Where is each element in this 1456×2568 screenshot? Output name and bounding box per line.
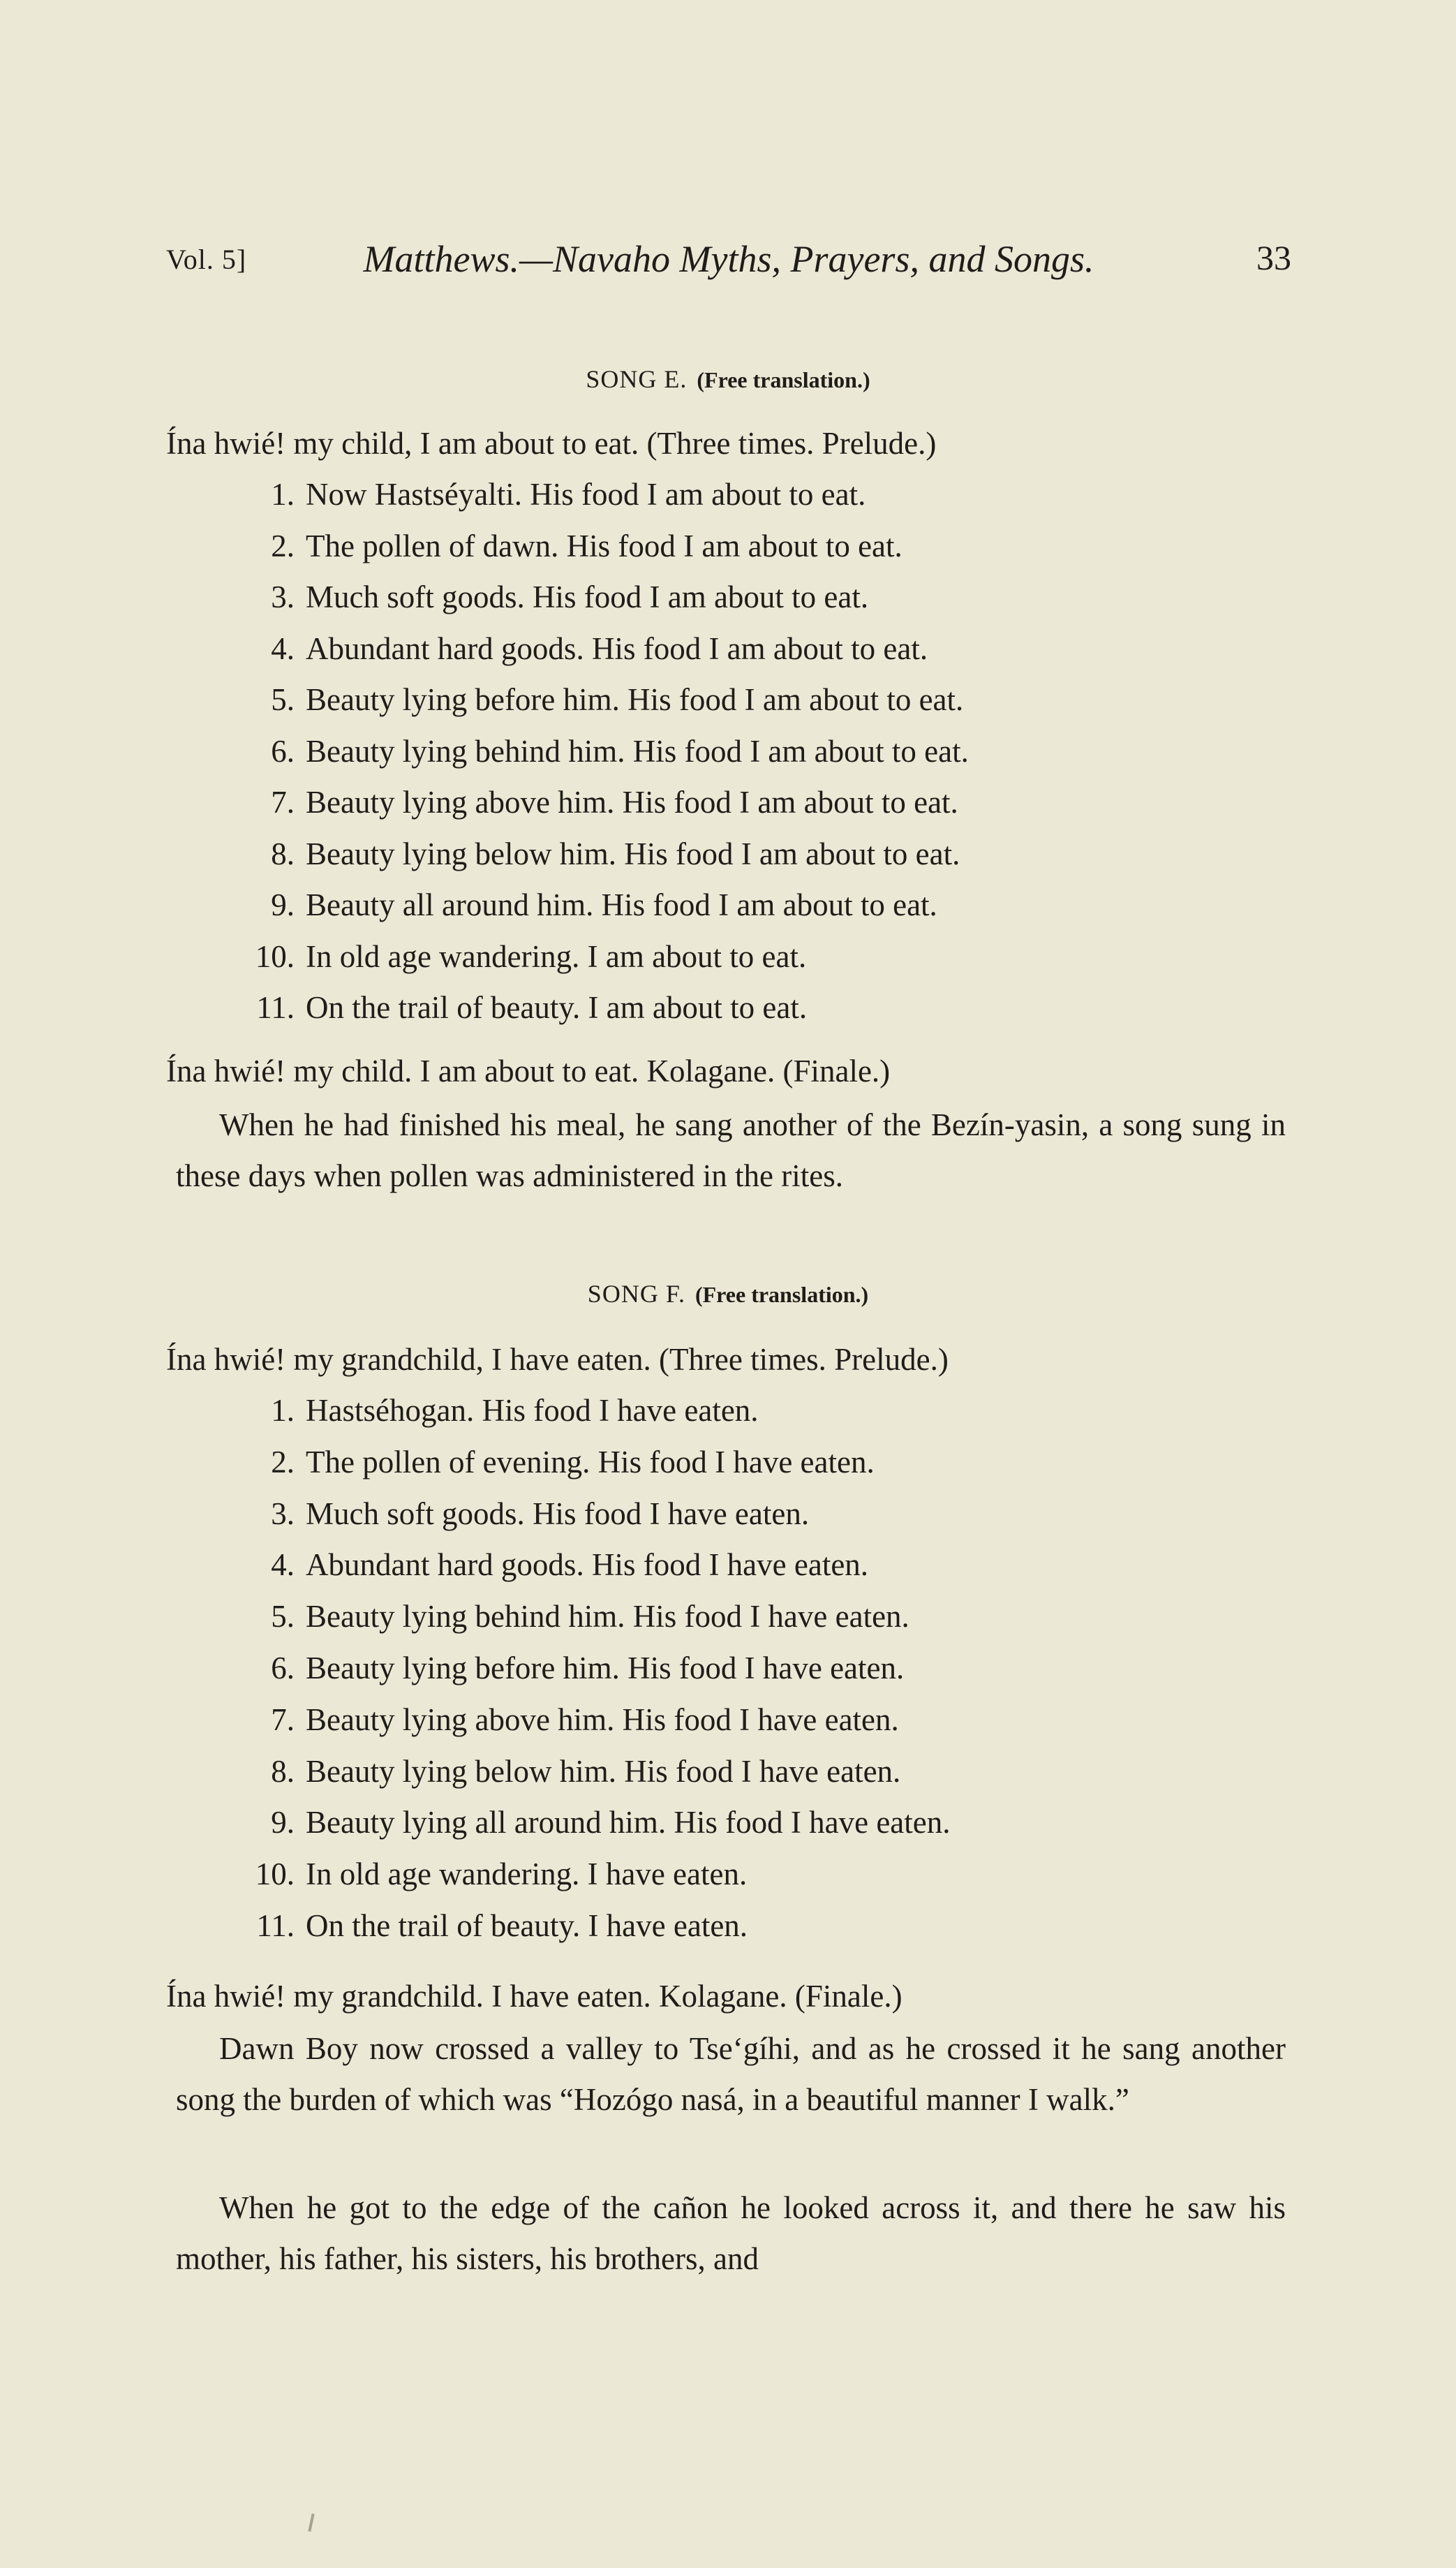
- verse-number: 3.: [271, 580, 295, 614]
- song-e-heading: [0, 364, 1456, 394]
- verse-line: Much soft goods. His food I have eaten.: [306, 1496, 810, 1531]
- verse-line: The pollen of dawn. His food I am about to eat.: [306, 528, 902, 563]
- verse-number: 4.: [271, 630, 295, 666]
- verse-line: Beauty lying before him. His food I am about to eat.: [306, 682, 964, 717]
- verse-number: 8.: [271, 1753, 295, 1789]
- verse-number: 7.: [271, 1702, 295, 1737]
- verse-number: 5.: [271, 1599, 295, 1634]
- verse-line: Beauty lying behind him. His food I am about to eat.: [306, 733, 969, 769]
- verse-number: 1.: [271, 1393, 295, 1428]
- song-f-finale: Ína hwié! my grandchild. I have eaten. Kolagane. (Finale.): [166, 1979, 902, 2014]
- verse-line: Hastséhogan. His food I have eaten.: [306, 1393, 759, 1428]
- verse-number: 4.: [271, 1547, 295, 1583]
- volume-label: Vol. 5]: [166, 244, 247, 275]
- verse-number: 9.: [271, 887, 295, 922]
- verse-line: Beauty lying behind him. His food I have eaten.: [306, 1599, 909, 1634]
- verse-number: 5.: [271, 682, 295, 717]
- verse-number: 10.: [255, 1857, 295, 1892]
- verse-line: Beauty all around him. His food I am about to eat.: [306, 887, 937, 922]
- page-speck: [308, 2514, 314, 2532]
- paragraph-canon-edge: When he got to the edge of the cañon he looked across it, and there he saw his mother, his father, his sisters, his brothers, and: [176, 2190, 1286, 2276]
- verse-line: Beauty lying below him. His food I have eaten.: [306, 1753, 901, 1789]
- verse-number: 1.: [271, 477, 295, 512]
- verse-number: 2.: [271, 528, 295, 563]
- song-e-finale: Ína hwié! my child. I am about to eat. Kolagane. (Finale.): [166, 1054, 891, 1089]
- song-e-subtitle: (Free translation.): [697, 367, 870, 392]
- song-e-title: SONG E.: [586, 365, 688, 393]
- verse-line: On the trail of beauty. I have eaten.: [306, 1908, 748, 1943]
- verse-line: Beauty lying below him. His food I am about to eat.: [306, 836, 960, 871]
- verse-number: 7.: [271, 785, 295, 820]
- verse-line: Abundant hard goods. His food I have eaten.: [306, 1547, 869, 1583]
- song-e-prelude: Ína hwié! my child, I am about to eat. (Three times. Prelude.): [166, 426, 937, 461]
- song-f-subtitle: (Free translation.): [694, 1282, 869, 1307]
- verse-line: Now Hastséyalti. His food I am about to eat.: [306, 477, 866, 512]
- verse-number: 11.: [256, 990, 295, 1025]
- verse-number: 11.: [256, 1908, 295, 1943]
- verse-number: 8.: [271, 836, 295, 871]
- verse-number: 2.: [271, 1444, 295, 1479]
- verse-line: Abundant hard goods. His food I am about to eat.: [306, 630, 928, 666]
- running-title: Matthews.—Navaho Myths, Prayers, and Songs.: [363, 238, 1094, 280]
- verse-line: Much soft goods. His food I am about to eat.: [306, 580, 869, 614]
- verse-number: 6.: [271, 1651, 295, 1685]
- verse-line: Beauty lying all around him. His food I have eaten.: [306, 1805, 951, 1840]
- verse-line: On the trail of beauty. I am about to eat.: [306, 990, 808, 1025]
- paragraph-dawn-boy: Dawn Boy now crossed a valley to Tse‘gíhi, and as he crossed it he sang another song the burden of which was “Hozógo nasá, in a beautiful manner I walk.”: [176, 2031, 1286, 2117]
- verse-number: 6.: [271, 733, 295, 769]
- running-header: [166, 237, 1291, 279]
- verse-number: 10.: [255, 938, 295, 974]
- verse-line: In old age wandering. I have eaten.: [306, 1857, 748, 1892]
- song-f-title: SONG F.: [587, 1280, 685, 1308]
- song-f-heading: [0, 1279, 1456, 1308]
- paragraph-after-song-e: When he had finished his meal, he sang another of the Bezín-yasin, a song sung in these days when pollen was administered in the rites.: [176, 1107, 1286, 1193]
- verse-number: 3.: [271, 1496, 295, 1531]
- verse-line: Beauty lying above him. His food I have eaten.: [306, 1702, 899, 1737]
- verse-line: The pollen of evening. His food I have eaten.: [306, 1444, 875, 1479]
- verse-number: 9.: [271, 1805, 295, 1840]
- verse-line: Beauty lying above him. His food I am about to eat.: [306, 785, 958, 820]
- verse-line: In old age wandering. I am about to eat.: [306, 938, 807, 974]
- page-number: 33: [1256, 238, 1291, 277]
- verse-line: Beauty lying before him. His food I have eaten.: [306, 1651, 905, 1685]
- song-f-prelude: Ína hwié! my grandchild, I have eaten. (Three times. Prelude.): [166, 1342, 949, 1377]
